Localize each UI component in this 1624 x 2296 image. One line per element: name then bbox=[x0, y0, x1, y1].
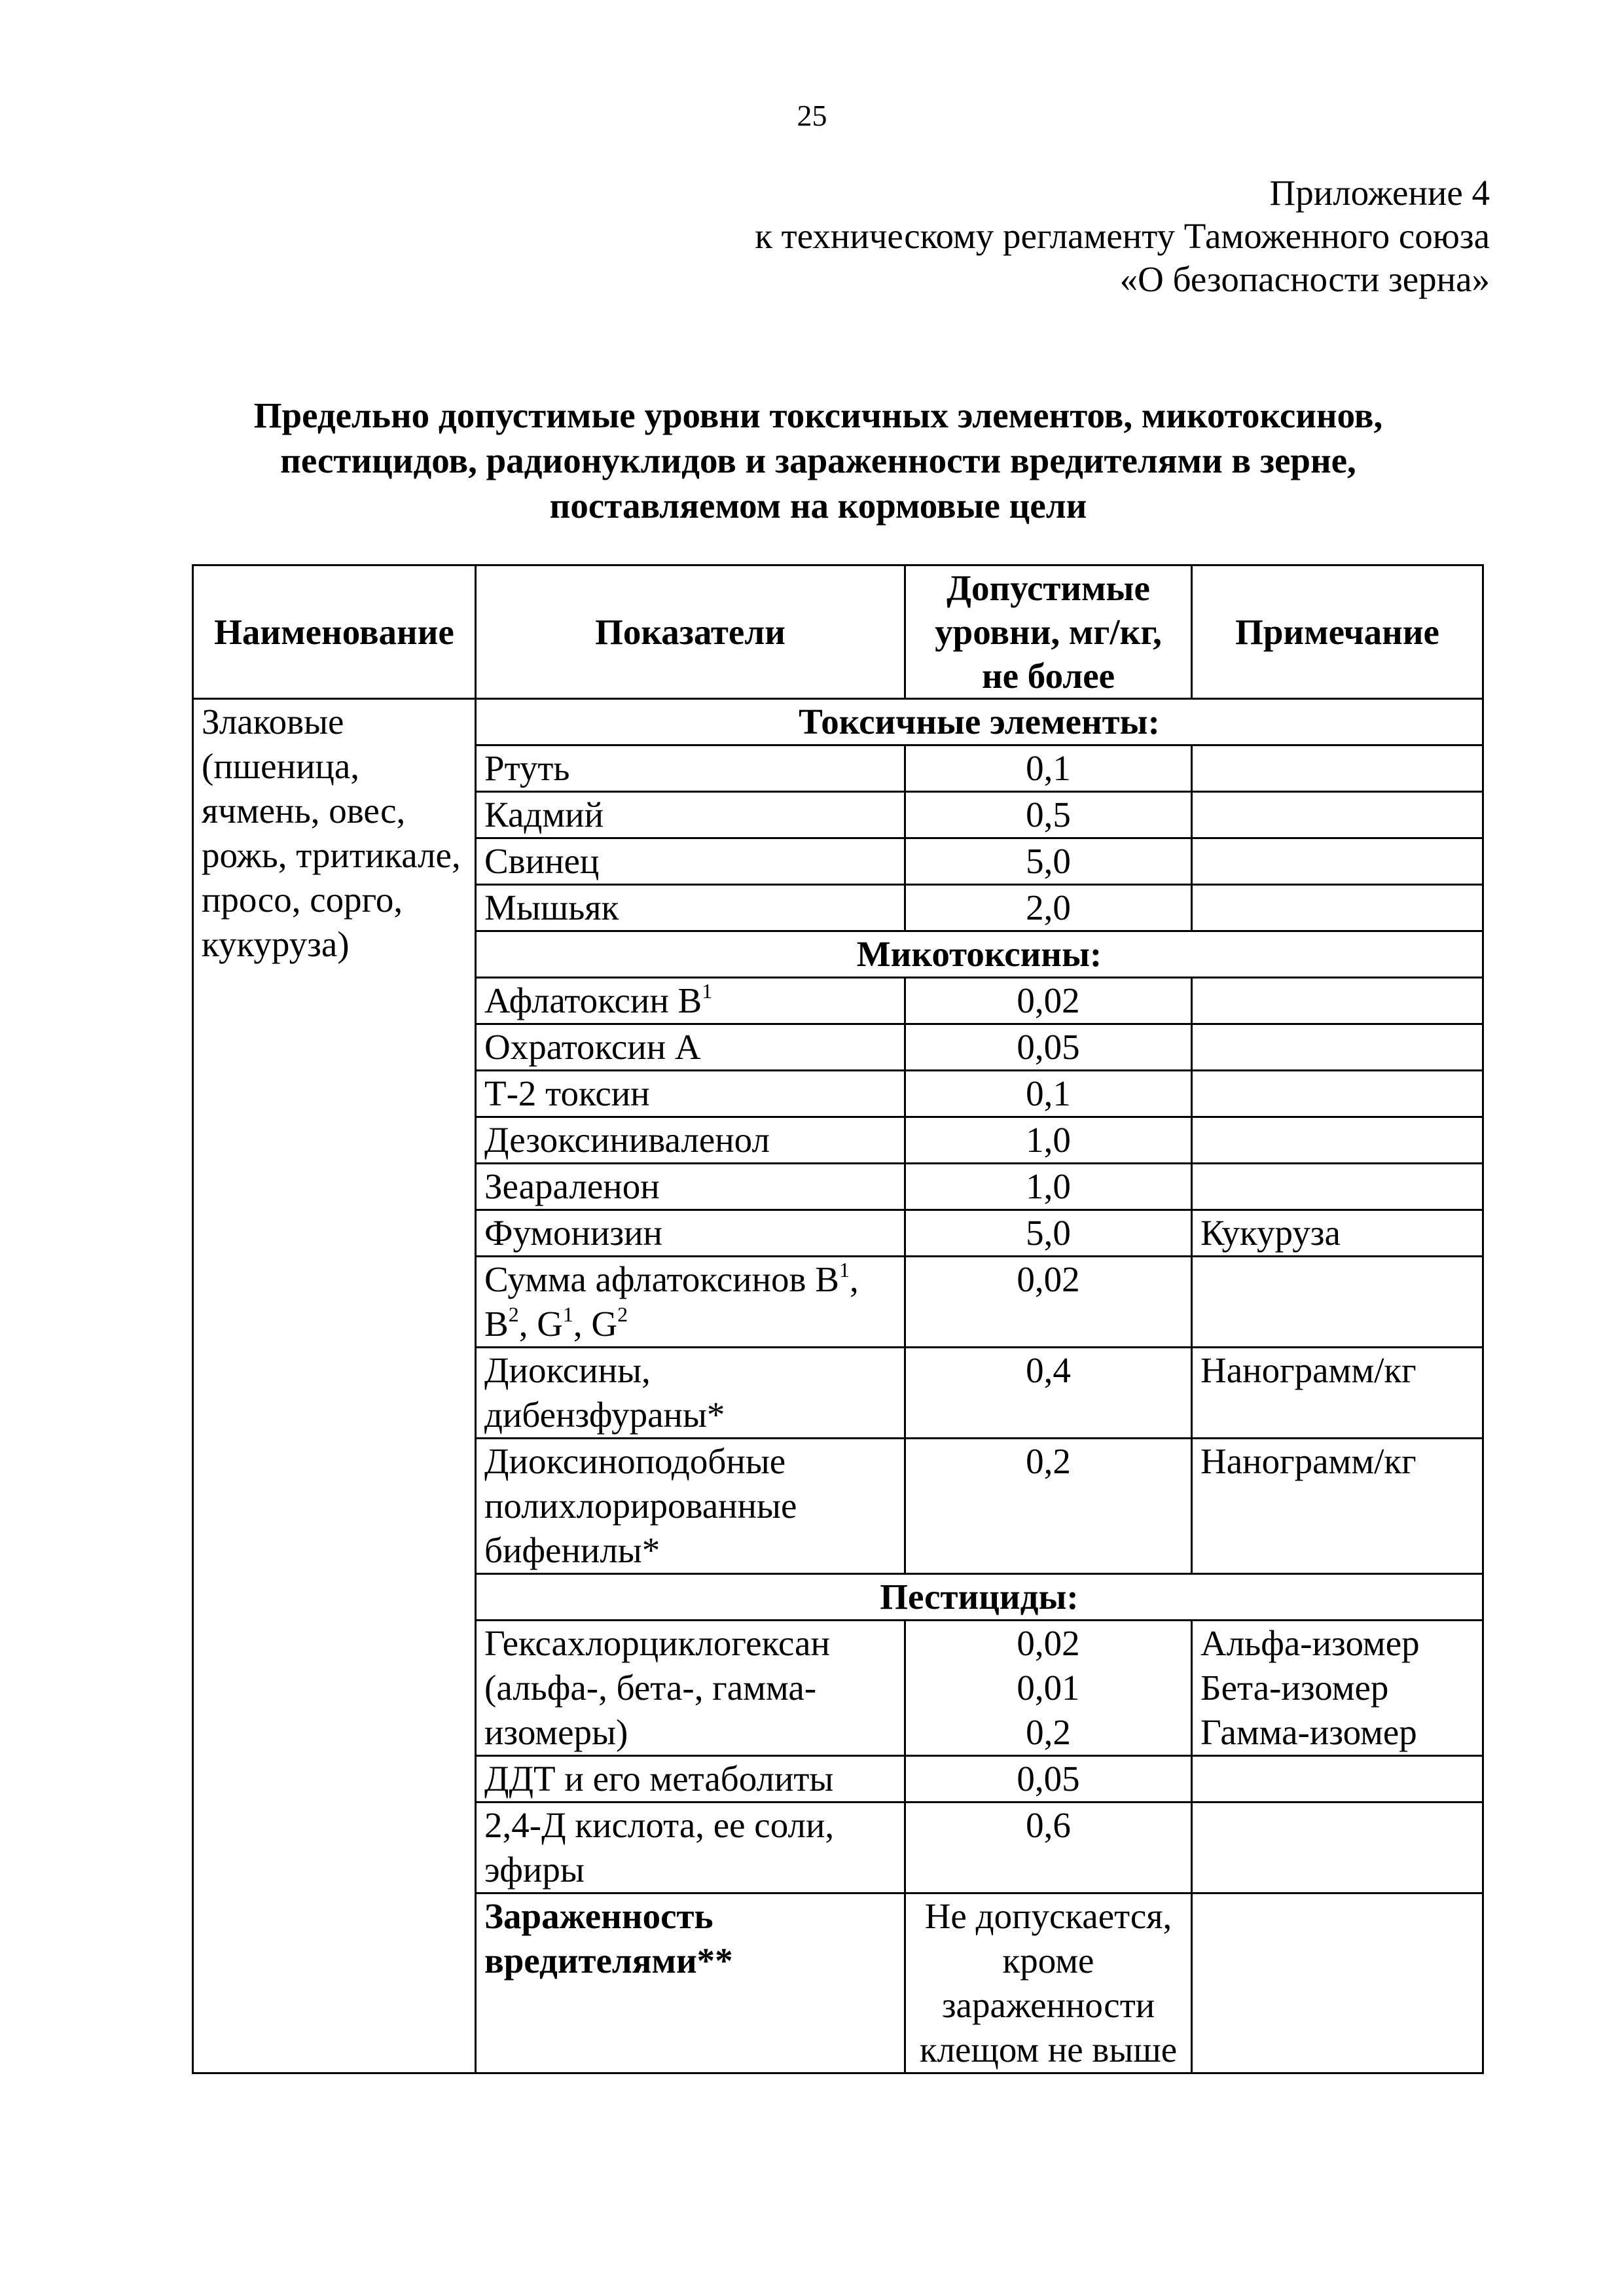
header-note: Примечание bbox=[1192, 565, 1483, 699]
indicator-name: Гексахлорциклогексан (альфа-, бета-, гамма-изомеры) bbox=[476, 1621, 905, 1756]
section-mycotoxins: Микотоксины: bbox=[476, 931, 1483, 978]
indicator-note bbox=[1192, 1257, 1483, 1348]
indicator-note-alpha: Альфа-изомер bbox=[1200, 1623, 1420, 1663]
indicator-subscript: 1 bbox=[702, 979, 713, 1003]
indicator-name: Дезоксиниваленол bbox=[476, 1117, 905, 1164]
indicator-name bbox=[476, 1257, 905, 1348]
indicator-name: Диоксиноподобные полихлорированные бифенилы* bbox=[476, 1439, 905, 1574]
indicator-name bbox=[476, 978, 905, 1024]
indicator-value: 1,0 bbox=[905, 1117, 1192, 1164]
indicator-value: 2,0 bbox=[905, 885, 1192, 931]
indicator-value: 0,05 bbox=[905, 1756, 1192, 1803]
indicator-note bbox=[1192, 1117, 1483, 1164]
appendix-line-2: к техническому регламенту Таможенного союза bbox=[755, 216, 1490, 256]
indicator-note bbox=[1192, 1024, 1483, 1071]
indicator-name: Фумонизин bbox=[476, 1210, 905, 1257]
appendix-reference bbox=[755, 171, 1490, 301]
indicator-note bbox=[1192, 745, 1483, 792]
indicator-name: Зараженность вредителями** bbox=[476, 1893, 905, 2073]
section-toxic-elements: Токсичные элементы: bbox=[476, 699, 1483, 745]
indicator-name: Ртуть bbox=[476, 745, 905, 792]
indicator-value: 0,4 bbox=[905, 1348, 1192, 1439]
indicator-name: Кадмий bbox=[476, 792, 905, 838]
indicator-value: 0,2 bbox=[905, 1439, 1192, 1574]
indicator-value: 0,02 bbox=[905, 978, 1192, 1024]
indicator-name: Зеараленон bbox=[476, 1164, 905, 1210]
section-row-toxic bbox=[193, 699, 1483, 745]
indicator-value: 1,0 bbox=[905, 1164, 1192, 1210]
indicator-name: Охратоксин А bbox=[476, 1024, 905, 1071]
indicator-note bbox=[1192, 1164, 1483, 1210]
indicator-value: 0,5 bbox=[905, 792, 1192, 838]
title-line-3: поставляемом на кормовые цели bbox=[549, 486, 1087, 526]
indicator-value-alpha: 0,02 bbox=[1017, 1623, 1080, 1663]
indicator-value: 0,05 bbox=[905, 1024, 1192, 1071]
header-row bbox=[193, 565, 1483, 699]
indicator-note bbox=[1192, 792, 1483, 838]
appendix-line-3: «О безопасности зерна» bbox=[1119, 259, 1490, 299]
indicator-note bbox=[1192, 838, 1483, 885]
indicator-note bbox=[1192, 885, 1483, 931]
indicator-subscript: 2 bbox=[508, 1302, 519, 1326]
indicator-name: Т-2 токсин bbox=[476, 1071, 905, 1117]
indicator-note bbox=[1192, 1621, 1483, 1756]
indicator-note bbox=[1192, 978, 1483, 1024]
indicator-name-text: Сумма афлатоксинов B bbox=[484, 1259, 839, 1299]
indicator-value: Не допускается, кроме зараженности клещом не выше bbox=[905, 1893, 1192, 2073]
indicator-note-beta: Бета-изомер bbox=[1200, 1668, 1389, 1708]
page-number: 25 bbox=[797, 99, 827, 132]
indicator-name-text: Афлатоксин B bbox=[484, 980, 702, 1020]
indicator-subscript: 1 bbox=[562, 1302, 573, 1326]
indicator-separator: , bbox=[849, 1259, 859, 1299]
product-name-cell: Злаковые (пшеница, ячмень, овес, рожь, тритикале, просо, сорго, кукуруза) bbox=[193, 699, 476, 2073]
title-line-2: пестицидов, радионуклидов и зараженности вредителями в зерне, bbox=[280, 440, 1356, 480]
indicator-name: Мышьяк bbox=[476, 885, 905, 931]
indicator-value: 0,02 bbox=[905, 1257, 1192, 1348]
indicator-note bbox=[1192, 1803, 1483, 1893]
indicator-subscript: 1 bbox=[839, 1258, 850, 1282]
indicator-separator: , G bbox=[573, 1304, 618, 1344]
title-line-1: Предельно допустимые уровни токсичных элементов, микотоксинов, bbox=[253, 395, 1383, 435]
header-name: Наименование bbox=[193, 565, 476, 699]
section-pesticides: Пестициды: bbox=[476, 1574, 1483, 1621]
indicator-name: Диоксины, дибензфураны* bbox=[476, 1348, 905, 1439]
indicator-name: Свинец bbox=[476, 838, 905, 885]
indicator-value: 5,0 bbox=[905, 1210, 1192, 1257]
header-levels: Допустимые уровни, мг/кг, не более bbox=[905, 565, 1192, 699]
limits-table bbox=[192, 564, 1484, 2074]
header-indicators: Показатели bbox=[476, 565, 905, 699]
indicator-value: 5,0 bbox=[905, 838, 1192, 885]
indicator-value: 0,6 bbox=[905, 1803, 1192, 1893]
indicator-name: 2,4-Д кислота, ее соли, эфиры bbox=[476, 1803, 905, 1893]
indicator-note-gamma: Гамма-изомер bbox=[1200, 1712, 1417, 1752]
indicator-note: Нанограмм/кг bbox=[1192, 1439, 1483, 1574]
indicator-name-text: B bbox=[484, 1304, 509, 1344]
indicator-value-beta: 0,01 bbox=[1017, 1668, 1080, 1708]
indicator-note: Нанограмм/кг bbox=[1192, 1348, 1483, 1439]
indicator-value: 0,1 bbox=[905, 1071, 1192, 1117]
indicator-subscript: 2 bbox=[617, 1302, 628, 1326]
indicator-note: Кукуруза bbox=[1192, 1210, 1483, 1257]
indicator-value: 0,1 bbox=[905, 745, 1192, 792]
indicator-note bbox=[1192, 1756, 1483, 1803]
indicator-note bbox=[1192, 1893, 1483, 2073]
document-title bbox=[196, 393, 1440, 528]
indicator-name: ДДТ и его метаболиты bbox=[476, 1756, 905, 1803]
indicator-value-gamma: 0,2 bbox=[1026, 1712, 1071, 1752]
appendix-line-1: Приложение 4 bbox=[1269, 173, 1490, 213]
indicator-value bbox=[905, 1621, 1192, 1756]
indicator-separator: , G bbox=[518, 1304, 563, 1344]
indicator-note bbox=[1192, 1071, 1483, 1117]
